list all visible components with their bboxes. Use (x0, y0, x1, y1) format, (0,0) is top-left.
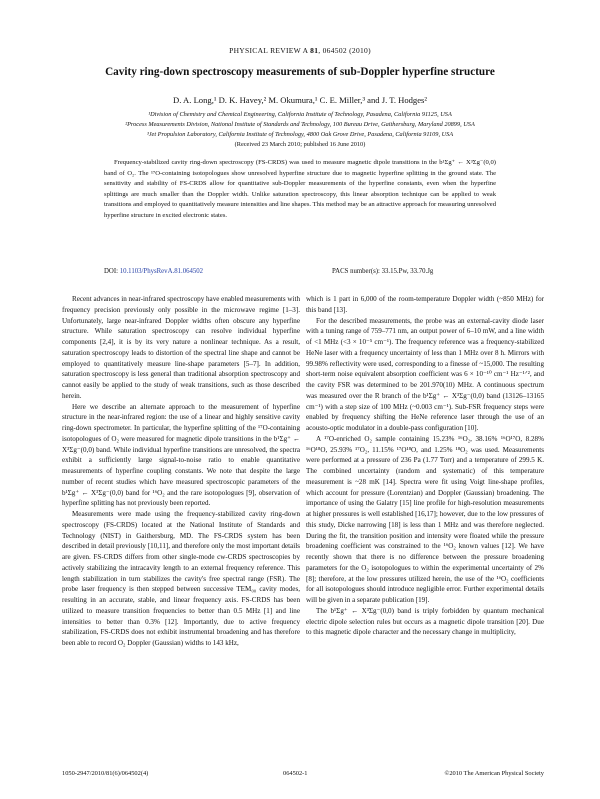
journal-header (0, 46, 600, 55)
paragraph: The b¹Σg⁺ ← X³Σg⁻(0,0) band is triply forbidden by quantum mechanical electric dipole selection rules but occurs as a magnetic dipole transition [20]. Due to this magnetic dipole character and the necessary change in multiplicity, (306, 606, 544, 637)
left-column (62, 294, 300, 649)
journal-volume: 81 (310, 46, 319, 55)
journal-code: 1050-2947/2010/81(6)/064502(4) (62, 770, 149, 777)
affiliation-1: ¹Division of Chemistry and Chemical Engineering, California Institute of Technology, Pasadena, California 91125, USA (148, 111, 452, 118)
paragraph: Here we describe an alternate approach to the measurement of hyperfine structure in the near-infrared region: the use of a linear and highly sensitive cavity ring-down spectrometer. In particular, the hyperfine splitting of the ¹⁷O-containing isotopologues of O₂ were measured for magnetic dipole transitions in the b¹Σg⁺ ← X³Σg⁻(0,0) band. While individual hyperfine transitions are unresolved, the spectra exhibit a sufficiently large signal-to-noise ratio to enable quantitative measurements of hyperfine coupling constants. We note that despite the large number of recent studies which have measured spectroscopic parameters of the b¹Σg⁺ ← X³Σg⁻(0,0) band for ¹⁶O₂ and the rare isotopologues [9], observation of hyperfine splitting has not previously been reported. (62, 402, 300, 508)
received-published-dates: (Received 23 March 2010; published 16 June 2010) (234, 141, 366, 148)
paragraph: Recent advances in near-infrared spectroscopy have enabled measurements with frequency precision previously only possible in the microwave regime [1–3]. Unfortunately, large near-infrared Doppler widths often obscure any hyperfine structure. While saturation spectroscopy can resolve individual hyperfine components [2,4], it is by its very nature a nonlinear technique. As a result, saturation spectroscopy leads to distortion of the spectral line shape and cannot be employed to quantitatively measure line-shape parameters [5–7]. In addition, saturation spectroscopy is less general than traditional absorption spectroscopy and cannot easily be applied to the study of weak transitions, such as those described herein. (62, 295, 300, 400)
author-list: D. A. Long,¹ D. K. Havey,² M. Okumura,¹ C. E. Miller,³ and J. T. Hodges² (173, 95, 427, 105)
copyright: ©2010 The American Physical Society (444, 770, 544, 777)
abstract: Frequency-stabilized cavity ring-down spectroscopy (FS-CRDS) was used to measure magnetic dipole transitions in the b¹Σg⁺ ← X³Σg⁻(0,0) band of O₂. The ¹⁷O-containing isotopologues show unresolved hyperfine structure due to magnetic hyperfine splitting in the ground state. The sensitivity and stability of FS-CRDS allow for quantitative sub-Doppler measurements of the hyperfine constants, even when the hyperfine splittings are much smaller than the Doppler width. Unlike saturation spectroscopy, this linear absorption technique can be applied to weak transitions and employed to quantitatively measure intensities and line shapes. This method may be an attractive approach for measuring unresolved hyperfine structure in excited electronic states. (104, 159, 496, 219)
pacs-numbers: PACS number(s): 33.15.Pw, 33.70.Jg (332, 268, 434, 275)
paragraph: Measurements were made using the frequency-stabilized cavity ring-down spectroscopy (FS-CRDS) located at the National Institute of Standards and Technology (NIST) in Gaithersburg, MD. The FS-CRDS system has been described in detail previously [10,11], and therefore only the most important details are given. FS-CRDS differs from other single-mode cw-CRDS spectroscopies by actively stabilizing the intracavity length to an external frequency reference. This length stabilization in turn stabilizes the cavity's free spectral range (FSR). The probe laser frequency is then stepped between successive TEM₀₀ cavity modes, resulting in an accurate, stable, and linear frequency axis. FS-CRDS has been utilized to measure transition frequencies to better than 0.5 MHz [1] and line intensities to better than 0.3% [12]. Importantly, due to active frequency stabilization, FS-CRDS does not exhibit instrumental broadening and has therefore been able to record O₂ Doppler (Gaussian) widths to 143 kHz, (62, 510, 300, 647)
paragraph: which is 1 part in 6,000 of the room-temperature Doppler width (~850 MHz) for this band [13]. (306, 295, 544, 314)
affiliation-2: ²Process Measurements Division, National Institute of Standards and Technology, 100 Bureau Drive, Gaithersburg, Maryland 20899, USA (125, 121, 475, 128)
doi-link[interactable]: 10.1103/PhysRevA.81.064502 (119, 268, 204, 275)
doi-label: DOI: (104, 268, 118, 275)
journal-article-number: , 064502 (2010) (318, 46, 371, 55)
doi-pacs-line (104, 268, 496, 275)
paragraph: A ¹⁷O-enriched O₂ sample containing 15.23% ¹⁶O₂, 38.16% ¹⁶O¹⁷O, 8.28% ¹⁶O¹⁸O, 25.93% ¹⁷O₂, 11.15% ¹⁷O¹⁸O, and 1.25% ¹⁸O₂ was used. Measurements were performed at a pressure of 236 Pa (1.77 Torr) and a temperature of 299.5 K. The combined uncertainty (random and systematic) of this temperature measurement is ~28 mK [14]. Spectra were fit using Voigt line-shape profiles, which account for pressure (Lorentzian) and Doppler (Gaussian) broadening. The importance of using the Galatry [15] line profile for high-resolution measurements at higher pressures is well established [16,17]; however, due to the low pressures of this study, Dicke narrowing [18] is less than 1 MHz and was therefore neglected. During the fit, the transition position and intensity were floated while the pressure broadening coefficient was constrained to the ¹⁶O₂ known values [12]. We have recently shown that there is no difference between the pressure broadening parameters for the O₂ isotopologues to within the experimental uncertainty of 2% [8]; therefore, at the low pressures utilized herein, the use of the ¹⁶O₂ coefficients for all isotopologues should introduce negligible error. Further experimental details will be given in a separate publication [19]. (306, 434, 544, 604)
right-column (306, 294, 544, 638)
journal-name: PHYSICAL REVIEW A (229, 46, 308, 55)
page-number: 064502-1 (283, 770, 308, 777)
paragraph: For the described measurements, the probe was an external-cavity diode laser with a tuning range of 759–771 nm, an output power of 6–10 mW, and a line width of <1 MHz (<3 × 10⁻⁵ cm⁻¹). The frequency reference was a frequency-stabilized HeNe laser with a frequency uncertainty of less than 1 MHz over 8 h. Mirrors with 99.98% reflectivity were used, corresponding to a finesse of ~15,000. The resulting short-term noise equivalent absorption coefficient was 6 × 10⁻¹⁰ cm⁻¹ Hz⁻¹ᐟ², and the cavity FSR was determined to be 201.970(10) MHz. A continuous spectrum was measured over the R branch of the b¹Σg⁺ ← X³Σg⁻(0,0) band (13126–13165 cm⁻¹) with a step size of 100 MHz (~0.003 cm⁻¹). Sub-FSR frequency steps were enabled by frequency shifting the HeNe reference laser through the use of an acousto-optic modulator in a double-pass configuration [10]. (306, 316, 544, 432)
paper-title: Cavity ring-down spectroscopy measurements of sub-Doppler hyperfine structure (105, 66, 495, 78)
affiliation-3: ³Jet Propulsion Laboratory, California Institute of Technology, 4800 Oak Grove Drive, Pasadena, California 91109, USA (146, 131, 454, 138)
